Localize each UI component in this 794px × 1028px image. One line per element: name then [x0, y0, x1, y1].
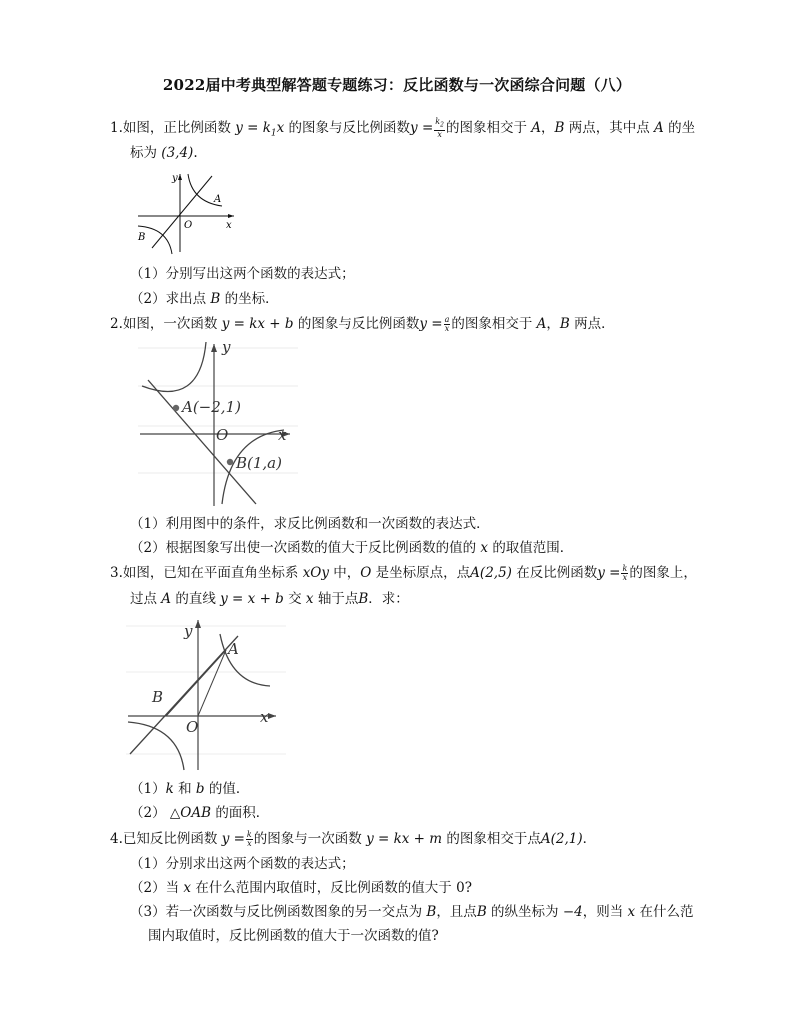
- q1-x-arrow: [228, 214, 234, 218]
- q3-line-1: 3.如图，已知在平面直角坐标系 xOy 中，O 是坐标原点，点A(2,5) 在反比例函数y = $\frac{k}{x}$ 的图象上，: [110, 564, 697, 582]
- q1-fig-y: y: [172, 173, 178, 184]
- q1-part-1: （1）分别写出这两个函数的表达式；: [130, 266, 355, 282]
- q1-figure: [130, 168, 240, 258]
- q2-figure: [138, 338, 298, 508]
- q4-part-1: （1）分别求出这两个函数的表达式；: [130, 856, 355, 872]
- q4-number: 4.: [110, 831, 123, 847]
- q3-x-arrow: [268, 713, 276, 719]
- q3-fraction: $\frac{k}{x}$: [622, 564, 628, 582]
- q2-point-A: [173, 405, 179, 411]
- q3-figure: [126, 614, 286, 774]
- q1-y-arrow: [178, 174, 182, 180]
- q2-fraction: $\frac{a}{x}$: [444, 315, 450, 333]
- q2-line-1: 2.如图，一次函数 y = kx + b 的图象与反比例函数y = $\frac{a}{x}$ 的图象相交于 A，B 两点．: [110, 315, 615, 333]
- q1-number: 1.: [110, 120, 123, 136]
- q2-point-B: [227, 459, 233, 465]
- q3-fig-A: A: [228, 640, 239, 658]
- q1-fig-A: A: [214, 194, 222, 205]
- q2-fig-y: y: [222, 338, 231, 356]
- q1-fig-O: O: [184, 220, 193, 231]
- q2-fig-A: A(−2,1): [182, 398, 241, 416]
- q3-segment-OA: [166, 650, 226, 716]
- q1-text: 的图象与反比例函数: [288, 120, 411, 136]
- q3-number: 3.: [110, 565, 123, 581]
- q3-part-1: （1）k 和 b 的值．: [130, 781, 250, 797]
- q4-eq-linear: y = kx + m: [366, 831, 443, 847]
- q3-fig-y: y: [184, 622, 193, 640]
- q1-point: B: [554, 120, 565, 136]
- q1-line-1: 1.如图，正比例函数 $y = k_1x$ 的图象与反比例函数y = $\frac{k_2}{x}$ 的图象相交于 A，B 两点，其中点 A 的坐: [110, 117, 696, 139]
- q2-eq-linear: y = kx + b: [221, 316, 294, 332]
- q1-point: A: [654, 120, 664, 136]
- q2-eq-inverse: y =: [419, 316, 443, 332]
- q2-fig-O: O: [216, 426, 229, 444]
- q3-line-2: 过点 A 的直线 y = x + b 交 x 轴于点B．求：: [130, 591, 409, 607]
- q3-fig-B: B: [152, 688, 164, 706]
- q1-fig-B: B: [138, 232, 146, 243]
- q1-fig-x: x: [226, 220, 232, 231]
- q2-part-1: （1）利用图中的条件，求反比例函数和一次函数的表达式．: [130, 516, 490, 532]
- q4-fraction: $\frac{k}{x}$: [246, 830, 252, 848]
- q3-grid: [126, 626, 286, 754]
- q1-line: [152, 176, 212, 248]
- q4-part-3: （3）若一次函数与反比例函数图象的另一交点为 B，且点B 的纵坐标为 −4，则当 x 在什么范: [130, 904, 694, 920]
- q3-part-2: （2） △OAB 的面积．: [130, 805, 270, 821]
- q2-fig-x: x: [278, 426, 287, 444]
- q3-segment-OA2: [198, 650, 226, 716]
- q1-text: 如图，正比例函数: [122, 120, 231, 136]
- q1-point: A: [531, 120, 542, 136]
- q3-y-arrow: [195, 620, 201, 628]
- q3-eq-linear: y = x + b: [220, 591, 284, 607]
- q3-hyperbola-2: [128, 722, 184, 770]
- q2-number: 2.: [110, 316, 123, 332]
- q1-text: 两点，其中点: [568, 120, 650, 136]
- q2-fig-B: B(1,a): [236, 454, 282, 472]
- q1-eq-inverse: y =: [410, 120, 434, 136]
- q4-line-1: 4.已知反比例函数 y = $\frac{k}{x}$ 的图象与一次函数 y = kx + m 的图象相交于点A(2,1)．: [110, 830, 597, 848]
- q4-part-3-cont: 围内取值时，反比例函数的值大于一次函数的值?: [148, 928, 439, 944]
- q1-text: 的坐: [668, 120, 696, 136]
- page-title: 2022届中考典型解答题专题练习：反比函数与一次函综合问题（八）: [162, 76, 632, 94]
- q1-text: 的图象相交于: [445, 120, 527, 136]
- q1-eq-linear: $y = k_1x$: [235, 120, 285, 139]
- q1-part-2: （2）求出点 B 的坐标．: [130, 291, 279, 307]
- q3-fig-O: O: [186, 718, 199, 736]
- q4-part-2: （2）当 x 在什么范围内取值时，反比例函数的值大于 0?: [130, 880, 472, 896]
- q3-fig-x: x: [260, 708, 269, 726]
- q1-fraction: $\frac{k_2}{x}$: [435, 117, 444, 139]
- q2-part-2: （2）根据图象写出使一次函数的值大于反比例函数的值的 x 的取值范围．: [130, 540, 574, 556]
- q1-coord: (3,4): [161, 145, 194, 161]
- q1-line-2: 标为 (3,4).: [130, 145, 198, 161]
